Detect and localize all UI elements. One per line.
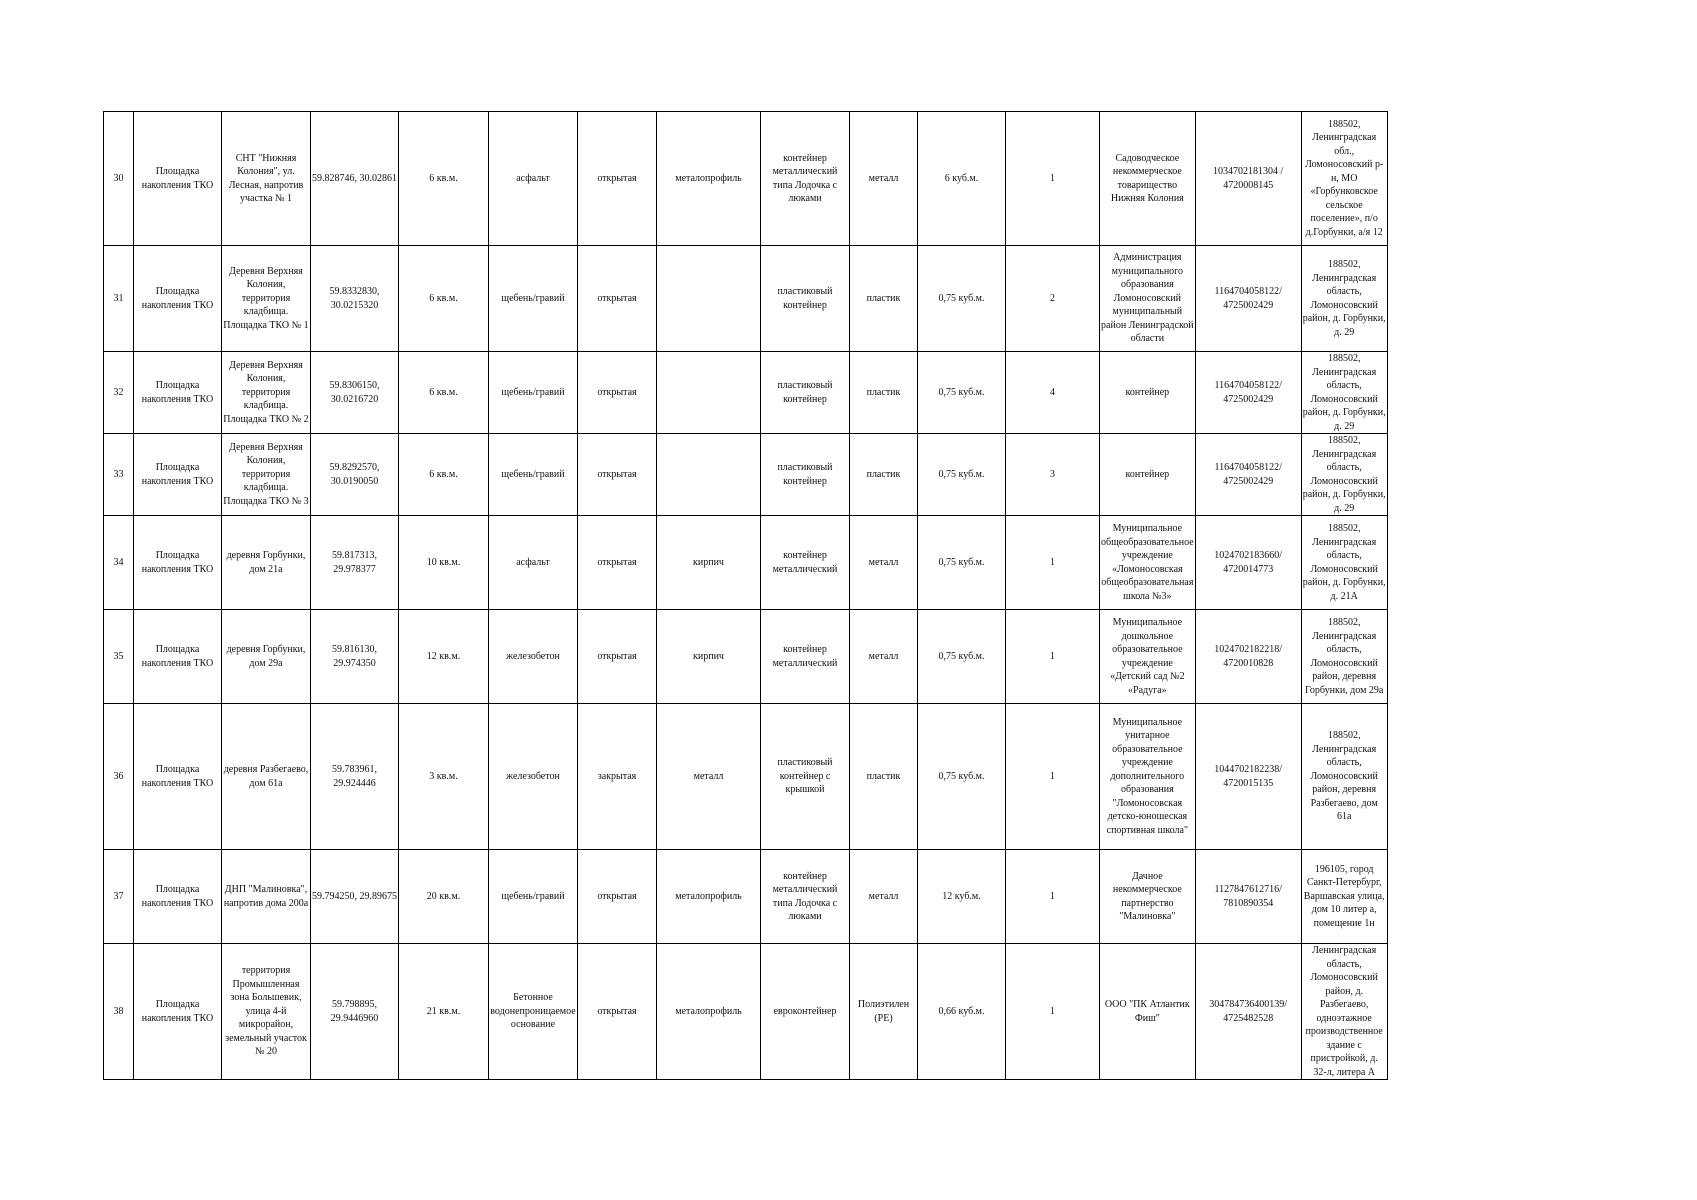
- cell-address: 188502, Ленинградская область, Ломоносовский район, деревня Разбегаево, дом 61а: [1301, 704, 1387, 850]
- cell-volume: 6 куб.м.: [918, 112, 1006, 246]
- cell-address: 196105, город Санкт-Петербург, Варшавская улица, дом 10 литер а, помещение 1н: [1301, 850, 1387, 944]
- cell-owner: Муниципальное дошкольное образовательное учреждение «Детский сад №2 «Радуга»: [1100, 610, 1196, 704]
- cell-ogrn: 1164704058122/ 4725002429: [1195, 352, 1301, 434]
- table-row: [104, 516, 1388, 610]
- cell-material: металл: [850, 610, 918, 704]
- cell-area: 12 кв.м.: [399, 610, 489, 704]
- cell-surface: Бетонное водонепроницаемое основание: [489, 944, 578, 1080]
- cell-volume: 0,75 куб.м.: [918, 246, 1006, 352]
- cell-surface: асфальт: [489, 516, 578, 610]
- cell-type: Площадка накопления ТКО: [134, 610, 222, 704]
- cell-kind: закрытая: [578, 704, 657, 850]
- cell-surface: асфальт: [489, 112, 578, 246]
- cell-num: 38: [104, 944, 134, 1080]
- cell-container: контейнер металлический типа Лодочка с люками: [761, 850, 850, 944]
- cell-material: Полиэтилен (PE): [850, 944, 918, 1080]
- cell-area: 21 кв.м.: [399, 944, 489, 1080]
- cell-owner: контейнер: [1100, 352, 1196, 434]
- cell-location: ДНП "Малиновка", напротив дома 200а: [222, 850, 311, 944]
- cell-ogrn: 1024702182218/ 4720010828: [1195, 610, 1301, 704]
- cell-fence: металопрофиль: [657, 112, 761, 246]
- cell-volume: 12 куб.м.: [918, 850, 1006, 944]
- cell-count: 1: [1006, 850, 1100, 944]
- cell-area: 6 кв.м.: [399, 112, 489, 246]
- cell-ogrn: 304784736400139/ 4725482528: [1195, 944, 1301, 1080]
- cell-kind: открытая: [578, 352, 657, 434]
- cell-address: 188502, Ленинградская область, Ломоносовский район, д. Горбунки, д. 29: [1302, 353, 1386, 432]
- cell-ogrn: 1034702181304 / 4720008145: [1195, 112, 1301, 246]
- cell-type: Площадка накопления ТКО: [134, 944, 222, 1080]
- cell-coords: 59.798895, 29.9446960: [311, 944, 399, 1080]
- cell-location: Деревня Верхняя Колония, территория кладбища. Площадка ТКО № 1: [222, 246, 311, 352]
- cell-num: 37: [104, 850, 134, 944]
- cell-ogrn: 1024702183660/ 4720014773: [1195, 516, 1301, 610]
- cell-address: Ленинградская область, Ломоносовский район, д. Разбегаево, одноэтажное производственное здание с пристройкой, д. 32-л, литера А: [1301, 944, 1387, 1080]
- cell-owner: контейнер: [1100, 434, 1196, 516]
- cell-kind: открытая: [578, 850, 657, 944]
- cell-fence: [657, 246, 761, 352]
- cell-container: пластиковый контейнер: [761, 246, 850, 352]
- cell-fence: [657, 434, 761, 516]
- cell-type: Площадка накопления ТКО: [134, 112, 222, 246]
- table-row: [104, 610, 1388, 704]
- table-row: [104, 944, 1388, 1080]
- cell-fence: кирпич: [657, 516, 761, 610]
- cell-location: деревня Разбегаево, дом 61а: [222, 704, 311, 850]
- cell-ogrn: 1164704058122/ 4725002429: [1195, 434, 1301, 516]
- cell-num: 36: [104, 704, 134, 850]
- cell-coords: 59.794250, 29.89675: [311, 850, 399, 944]
- cell-count: 1: [1006, 610, 1100, 704]
- cell-kind: открытая: [578, 246, 657, 352]
- cell-num: 31: [104, 246, 134, 352]
- cell-type: Площадка накопления ТКО: [134, 850, 222, 944]
- cell-count: 2: [1006, 246, 1100, 352]
- cell-coords: 59.817313, 29.978377: [311, 516, 399, 610]
- cell-material: пластик: [850, 434, 918, 516]
- cell-volume: 0,66 куб.м.: [918, 944, 1006, 1080]
- cell-area: 6 кв.м.: [399, 246, 489, 352]
- cell-address: 188502, Ленинградская область, Ломоносовский район, деревня Горбунки, дом 29а: [1301, 610, 1387, 704]
- cell-surface: щебень/гравий: [489, 352, 578, 434]
- cell-num: 34: [104, 516, 134, 610]
- cell-surface: щебень/гравий: [489, 246, 578, 352]
- cell-location: Деревня Верхняя Колония, территория кладбища. Площадка ТКО № 2: [222, 352, 311, 434]
- cell-material: пластик: [850, 246, 918, 352]
- cell-volume: 0,75 куб.м.: [918, 704, 1006, 850]
- cell-num: 30: [104, 112, 134, 246]
- table-row: [104, 434, 1388, 516]
- cell-material: пластик: [850, 352, 918, 434]
- cell-count: 3: [1006, 434, 1100, 516]
- cell-count: 4: [1006, 352, 1100, 434]
- cell-container: евроконтейнер: [761, 944, 850, 1080]
- cell-surface: железобетон: [489, 610, 578, 704]
- cell-kind: открытая: [578, 112, 657, 246]
- cell-location: СНТ "Нижняя Колония", ул. Лесная, напротив участка № 1: [222, 112, 311, 246]
- register-table: [103, 111, 1388, 1080]
- cell-container: пластиковый контейнер: [761, 434, 850, 516]
- table-row: [104, 704, 1388, 850]
- cell-address: 188502, Ленинградская область, Ломоносовский район, д. Горбунки, д. 21А: [1301, 516, 1387, 610]
- cell-num: 33: [104, 434, 134, 516]
- cell-coords: 59.8332830, 30.0215320: [311, 246, 399, 352]
- cell-count: 1: [1006, 112, 1100, 246]
- table-row: [104, 850, 1388, 944]
- cell-volume: 0,75 куб.м.: [918, 434, 1006, 516]
- cell-kind: открытая: [578, 944, 657, 1080]
- cell-coords: 59.783961, 29.924446: [311, 704, 399, 850]
- cell-owner: Администрация муниципального образования Ломоносовский муниципальный район Ленинградской области: [1100, 246, 1196, 352]
- cell-ogrn: 1127847612716/ 7810890354: [1195, 850, 1301, 944]
- cell-material: металл: [850, 112, 918, 246]
- cell-container: контейнер металлический типа Лодочка с люками: [761, 112, 850, 246]
- cell-material: металл: [850, 850, 918, 944]
- cell-area: 10 кв.м.: [399, 516, 489, 610]
- cell-fence: [657, 352, 761, 434]
- cell-coords: 59.828746, 30.02861: [311, 112, 399, 246]
- cell-address: 188502, Ленинградская область, Ломоносовский район, д. Горбунки, д. 29: [1301, 246, 1387, 352]
- cell-address: 188502, Ленинградская обл., Ломоносовский р-н, МО «Горбунковское сельское поселение», п/о д.Горбунки, а/я 12: [1301, 112, 1387, 246]
- cell-fence: металопрофиль: [657, 850, 761, 944]
- cell-location: территория Промышленная зона Большевик, улица 4-й микрорайон, земельный участок № 20: [222, 944, 311, 1080]
- cell-owner: ООО "ПК Атлантик Фиш": [1100, 944, 1196, 1080]
- cell-ogrn: 1164704058122/ 4725002429: [1195, 246, 1301, 352]
- table-body: [104, 112, 1388, 1080]
- cell-area: 6 кв.м.: [399, 434, 489, 516]
- cell-container: пластиковый контейнер с крышкой: [761, 704, 850, 850]
- cell-type: Площадка накопления ТКО: [134, 704, 222, 850]
- cell-count: 1: [1006, 704, 1100, 850]
- cell-kind: открытая: [578, 610, 657, 704]
- cell-surface: щебень/гравий: [489, 850, 578, 944]
- cell-fence: металл: [657, 704, 761, 850]
- cell-fence: кирпич: [657, 610, 761, 704]
- cell-type: Площадка накопления ТКО: [134, 516, 222, 610]
- cell-num: 35: [104, 610, 134, 704]
- table-row: [104, 352, 1388, 434]
- cell-volume: 0,75 куб.м.: [918, 352, 1006, 434]
- cell-container: пластиковый контейнер: [761, 352, 850, 434]
- cell-kind: открытая: [578, 516, 657, 610]
- cell-container: контейнер металлический: [761, 610, 850, 704]
- cell-type: Площадка накопления ТКО: [134, 434, 222, 516]
- cell-count: 1: [1006, 944, 1100, 1080]
- cell-coords: 59.816130, 29.974350: [311, 610, 399, 704]
- cell-volume: 0,75 куб.м.: [918, 516, 1006, 610]
- cell-count: 1: [1006, 516, 1100, 610]
- cell-surface: щебень/гравий: [489, 434, 578, 516]
- cell-fence: металопрофиль: [657, 944, 761, 1080]
- cell-area: 3 кв.м.: [399, 704, 489, 850]
- cell-owner: Муниципальное общеобразовательное учреждение «Ломоносовская общеобразовательная школа №3»: [1100, 516, 1196, 610]
- cell-surface: железобетон: [489, 704, 578, 850]
- cell-coords: 59.8306150, 30.0216720: [311, 352, 399, 434]
- cell-material: металл: [850, 516, 918, 610]
- cell-address: 188502, Ленинградская область, Ломоносовский район, д. Горбунки, д. 29: [1302, 435, 1386, 514]
- cell-container: контейнер металлический: [761, 516, 850, 610]
- cell-material: пластик: [850, 704, 918, 850]
- cell-area: 20 кв.м.: [399, 850, 489, 944]
- cell-volume: 0,75 куб.м.: [918, 610, 1006, 704]
- table-row: [104, 112, 1388, 246]
- cell-type: Площадка накопления ТКО: [134, 352, 222, 434]
- cell-location: деревня Горбунки, дом 29а: [222, 610, 311, 704]
- cell-coords: 59.8292570, 30.0190050: [311, 434, 399, 516]
- cell-location: деревня Горбунки, дом 21а: [222, 516, 311, 610]
- cell-owner: Садоводческое некоммерческое товарищество Нижняя Колония: [1100, 112, 1196, 246]
- cell-owner: Дачное некоммерческое партнерство "Малиновка": [1100, 850, 1196, 944]
- cell-num: 32: [104, 352, 134, 434]
- cell-area: 6 кв.м.: [399, 352, 489, 434]
- cell-owner: Муниципальное унитарное образовательное учреждение дополнительного образования "Ломоносовская детско-юношеская спортивная школа": [1100, 704, 1196, 850]
- table-row: [104, 246, 1388, 352]
- cell-location: Деревня Верхняя Колония, территория кладбища. Площадка ТКО № 3: [222, 434, 311, 516]
- cell-ogrn: 1044702182238/ 4720015135: [1195, 704, 1301, 850]
- cell-type: Площадка накопления ТКО: [134, 246, 222, 352]
- cell-kind: открытая: [578, 434, 657, 516]
